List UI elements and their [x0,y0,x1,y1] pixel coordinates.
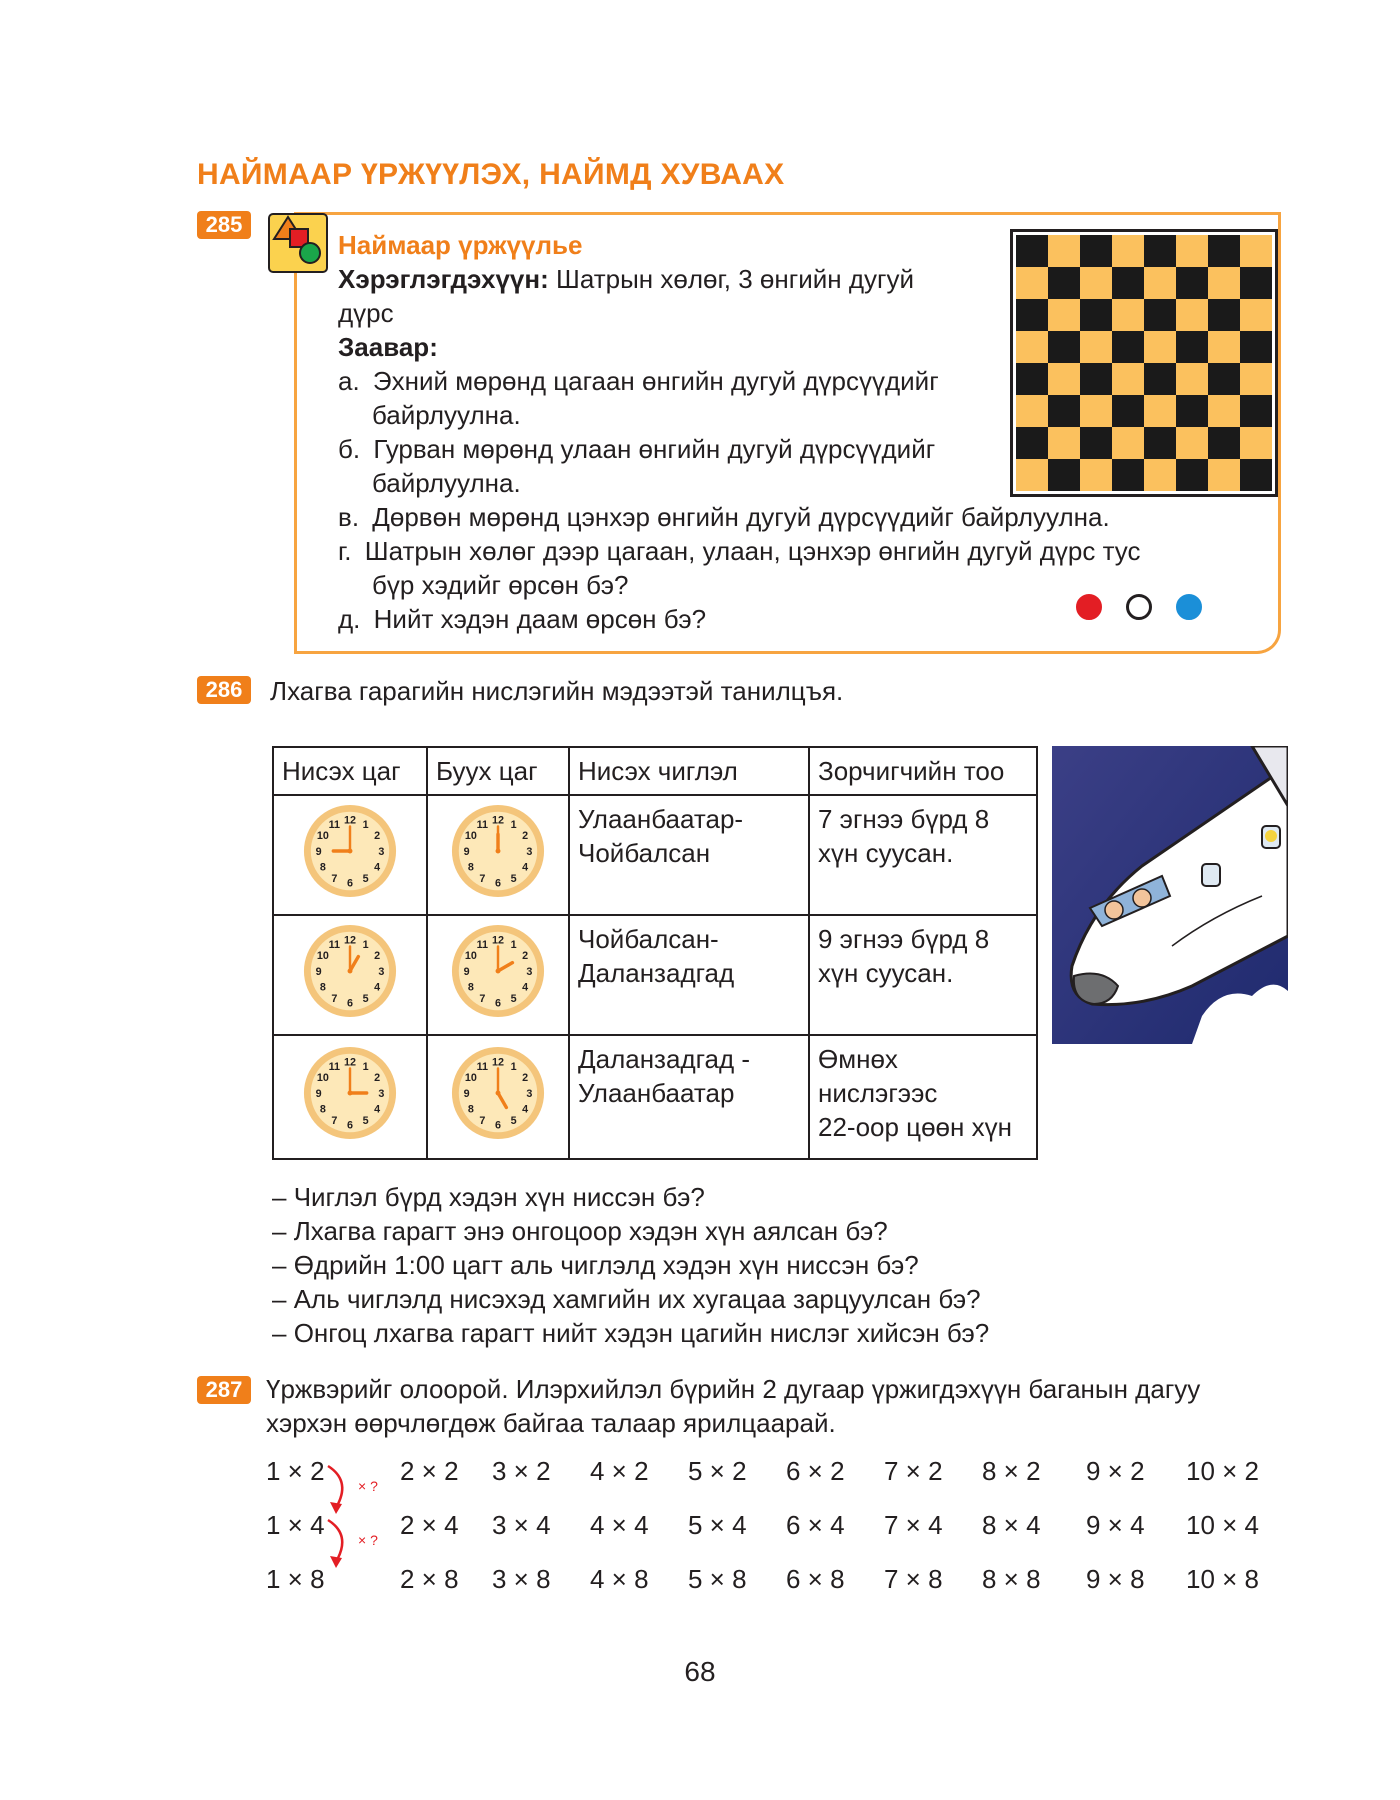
clock-numeral: 11 [328,1060,341,1073]
exercise-286-intro: Лхагва гарагийн нислэгийн мэдээтэй танилцъя. [270,676,844,706]
clock-numeral: 10 [464,950,477,963]
multiplication-expression: 7 × 8 [884,1564,943,1594]
section-title: НАЙМААР ҮРЖҮҮЛЭХ, НАЙМД ХУВААХ [197,158,785,191]
multiplication-expression: 6 × 8 [786,1564,845,1594]
clock-numeral: 4 [522,1103,529,1116]
multiplication-expression: 1 × 2 [266,1456,325,1486]
clock-numeral: 10 [464,830,477,843]
question-text: Өдрийн 1:00 цагт аль чиглэлд хэдэн хүн ниссэн бэ? [293,1250,919,1280]
dash: – [272,1284,287,1314]
clock-numeral: 8 [467,1103,474,1116]
clock-numeral: 9 [315,1087,322,1100]
clock-numeral: 5 [362,873,369,886]
clock-numeral: 3 [526,845,533,858]
clock-numeral: 1 [510,1060,517,1073]
clock-numeral: 9 [463,965,470,978]
header-route: Нисэх чиглэл [569,747,809,795]
multiplication-expression: 4 × 4 [590,1510,649,1540]
multiplication-expression: 5 × 2 [688,1456,747,1486]
clock-numeral: 11 [328,818,341,831]
multiplication-expression: 7 × 2 [884,1456,943,1486]
clock-numeral: 12 [492,934,504,947]
clock-numeral: 1 [362,938,369,951]
clock-numeral: 5 [510,873,517,886]
question-text: Онгоц лхагва гарагт нийт хэдэн цагийн нислэг хийсэн бэ? [293,1318,990,1348]
header-passengers: Зорчигчийн тоо [809,747,1037,795]
arrow-label: × ? [358,1532,378,1548]
multiplication-expression: 6 × 4 [786,1510,845,1540]
item-text: Шатрын хөлөг дээр цагаан, улаан, цэнхэр өнгийн дугуй дүрс тус [364,536,1141,566]
question-text: Аль чиглэлд нисэхэд хамгийн их хугацаа зарцуулсан бэ? [293,1284,981,1314]
clock-numeral: 7 [479,993,486,1006]
clock-numeral: 7 [331,1115,338,1128]
item-marker: а. [338,366,360,396]
multiplication-expression: 3 × 8 [492,1564,551,1594]
item-marker: г. [338,536,352,566]
multiplication-expression: 1 × 4 [266,1510,325,1540]
clock-numeral: 6 [495,1119,501,1132]
exercise-number-286: 286 [197,676,251,704]
multiplication-expression: 2 × 2 [400,1456,459,1486]
passengers-line: 7 эгнээ бүрд 8 [818,804,990,834]
clock-numeral: 7 [331,873,338,886]
clock-numeral: 8 [467,981,474,994]
item-marker: б. [338,434,361,464]
clock-numeral: 11 [476,1060,489,1073]
multiplication-expression: 8 × 2 [982,1456,1041,1486]
clock-numeral: 12 [344,814,356,827]
multiplication-expression: 4 × 8 [590,1564,649,1594]
route-line: Даланзадгад - [578,1044,751,1074]
route-line: Чойбалсан [578,838,711,868]
multiplication-expression: 9 × 2 [1086,1456,1145,1486]
clock-numeral: 5 [510,1115,517,1128]
multiplication-expression: 1 × 8 [266,1564,325,1594]
clock-numeral: 7 [479,873,486,886]
dash: – [272,1216,287,1246]
exercise-287-line1: Үржвэрийг олоорой. Илэрхийлэл бүрийн 2 дугаар үржигдэхүүн баганын дагуу [266,1374,1201,1404]
clock-numeral: 7 [479,1115,486,1128]
clock-numeral: 10 [464,1072,477,1085]
multiplication-expression: 10 × 8 [1186,1564,1260,1594]
dash: – [272,1182,287,1212]
multiplication-expression: 5 × 8 [688,1564,747,1594]
question-text: Лхагва гарагт энэ онгоцоор хэдэн хүн аялсан бэ? [293,1216,888,1246]
passengers-line: Өмнөх [818,1044,898,1074]
clock-numeral: 2 [374,1072,381,1085]
clock-numeral: 4 [374,1103,381,1116]
question-text: Чиглэл бүрд хэдэн хүн ниссэн бэ? [293,1182,705,1212]
multiplication-expression: 5 × 4 [688,1510,747,1540]
clock-numeral: 8 [467,861,474,874]
clock-numeral: 11 [328,938,341,951]
passengers-line: хүн суусан. [818,838,954,868]
clock-numeral: 9 [463,1087,470,1100]
clock-numeral: 4 [522,861,529,874]
item-text: Эхний мөрөнд цагаан өнгийн дугуй дүрсүүдийг [372,366,939,396]
clock-numeral: 1 [510,938,517,951]
clock-numeral: 2 [374,830,381,843]
clock-numeral: 6 [495,997,501,1010]
clock-numeral: 2 [522,830,529,843]
materials-text-2: дүрс [338,298,394,328]
clock-numeral: 5 [362,1115,369,1128]
multiplication-expression: 8 × 8 [982,1564,1041,1594]
clock-numeral: 8 [319,981,326,994]
clock-numeral: 9 [463,845,470,858]
clock-numeral: 12 [492,1056,504,1069]
clock-numeral: 12 [492,814,504,827]
exercise-number-287: 287 [197,1376,251,1404]
clock-numeral: 11 [476,818,489,831]
arrow-label: × ? [358,1478,378,1494]
multiplication-expression: 9 × 8 [1086,1564,1145,1594]
clock-numeral: 4 [374,861,381,874]
clock-numeral: 2 [522,1072,529,1085]
page-number: 68 [684,1656,716,1687]
clock-numeral: 10 [316,1072,329,1085]
item-marker: в. [338,502,360,532]
item-text: Гурван мөрөнд улаан өнгийн дугуй дүрсүүдийг [373,434,936,464]
multiplication-expression: 10 × 2 [1186,1456,1260,1486]
clock-numeral: 3 [378,965,385,978]
multiplication-expression: 7 × 4 [884,1510,943,1540]
instruction-item-b-cont: байрлуулна. [372,468,521,498]
clock-numeral: 12 [344,1056,356,1069]
exercise-287-line2: хэрхэн өөрчлөгдөж байгаа талаар ярилцаарай. [266,1408,836,1438]
clock-numeral: 10 [316,830,329,843]
route-line: Чойбалсан- [578,924,719,954]
clock-numeral: 9 [315,965,322,978]
multiplication-expression: 3 × 2 [492,1456,551,1486]
clock-numeral: 3 [526,1087,533,1100]
route-line: Улаанбаатар- [578,804,744,834]
passengers-line: 22-оор цөөн хүн [818,1112,1012,1142]
clock-numeral: 2 [522,950,529,963]
multiplication-expression: 6 × 2 [786,1456,845,1486]
passengers-line: 9 эгнээ бүрд 8 [818,924,990,954]
clock-numeral: 5 [510,993,517,1006]
clock-numeral: 3 [378,845,385,858]
clock-numeral: 4 [374,981,381,994]
clock-numeral: 8 [319,861,326,874]
clock-numeral: 10 [316,950,329,963]
instruction-item-a-cont: байрлуулна. [372,400,521,430]
multiplication-expression: 3 × 4 [492,1510,551,1540]
clock-numeral: 5 [362,993,369,1006]
clock-numeral: 2 [374,950,381,963]
multiplication-expression: 2 × 4 [400,1510,459,1540]
clock-numeral: 7 [331,993,338,1006]
clock-numeral: 6 [347,1119,353,1132]
passengers-line: хүн суусан. [818,958,954,988]
multiplication-expression: 2 × 8 [400,1564,459,1594]
clock-numeral: 1 [510,818,517,831]
header-arrive: Буух цаг [427,747,569,795]
multiplication-expression: 4 × 2 [590,1456,649,1486]
multiplication-expression: 8 × 4 [982,1510,1041,1540]
clock-numeral: 6 [495,877,501,890]
item-text: Нийт хэдэн даам өрсөн бэ? [373,604,707,634]
dash: – [272,1250,287,1280]
multiplication-expression: 9 × 4 [1086,1510,1145,1540]
clock-numeral: 11 [476,938,489,951]
instruction-item-g-cont: бүр хэдийг өрсөн бэ? [372,570,629,600]
clock-numeral: 12 [344,934,356,947]
clock-numeral: 3 [378,1087,385,1100]
clock-numeral: 6 [347,877,353,890]
instructions-label: Заавар: [338,332,438,362]
clock-numeral: 6 [347,997,353,1010]
route-line: Даланзадгад [578,958,735,988]
clock-numeral: 9 [315,845,322,858]
clock-numeral: 3 [526,965,533,978]
dash: – [272,1318,287,1348]
clock-numeral: 8 [319,1103,326,1116]
clock-numeral: 1 [362,1060,369,1073]
passengers-line: нислэгээс [818,1078,938,1108]
item-marker: д. [338,604,361,634]
item-text: Дөрвөн мөрөнд цэнхэр өнгийн дугуй дүрсүүдийг байрлуулна. [372,502,1110,532]
clock-numeral: 1 [362,818,369,831]
exercise-number-285: 285 [197,211,251,239]
materials-label: Хэрэглэгдэхүүн: [338,264,549,294]
materials-text: Шатрын хөлөг, 3 өнгийн дугуй [556,264,914,294]
header-depart: Нисэх цаг [273,747,427,795]
multiplication-expression: 10 × 4 [1186,1510,1260,1540]
route-line: Улаанбаатар [578,1078,735,1108]
exercise-285-heading: Наймаар үржүүлье [338,230,583,260]
clock-numeral: 4 [522,981,529,994]
